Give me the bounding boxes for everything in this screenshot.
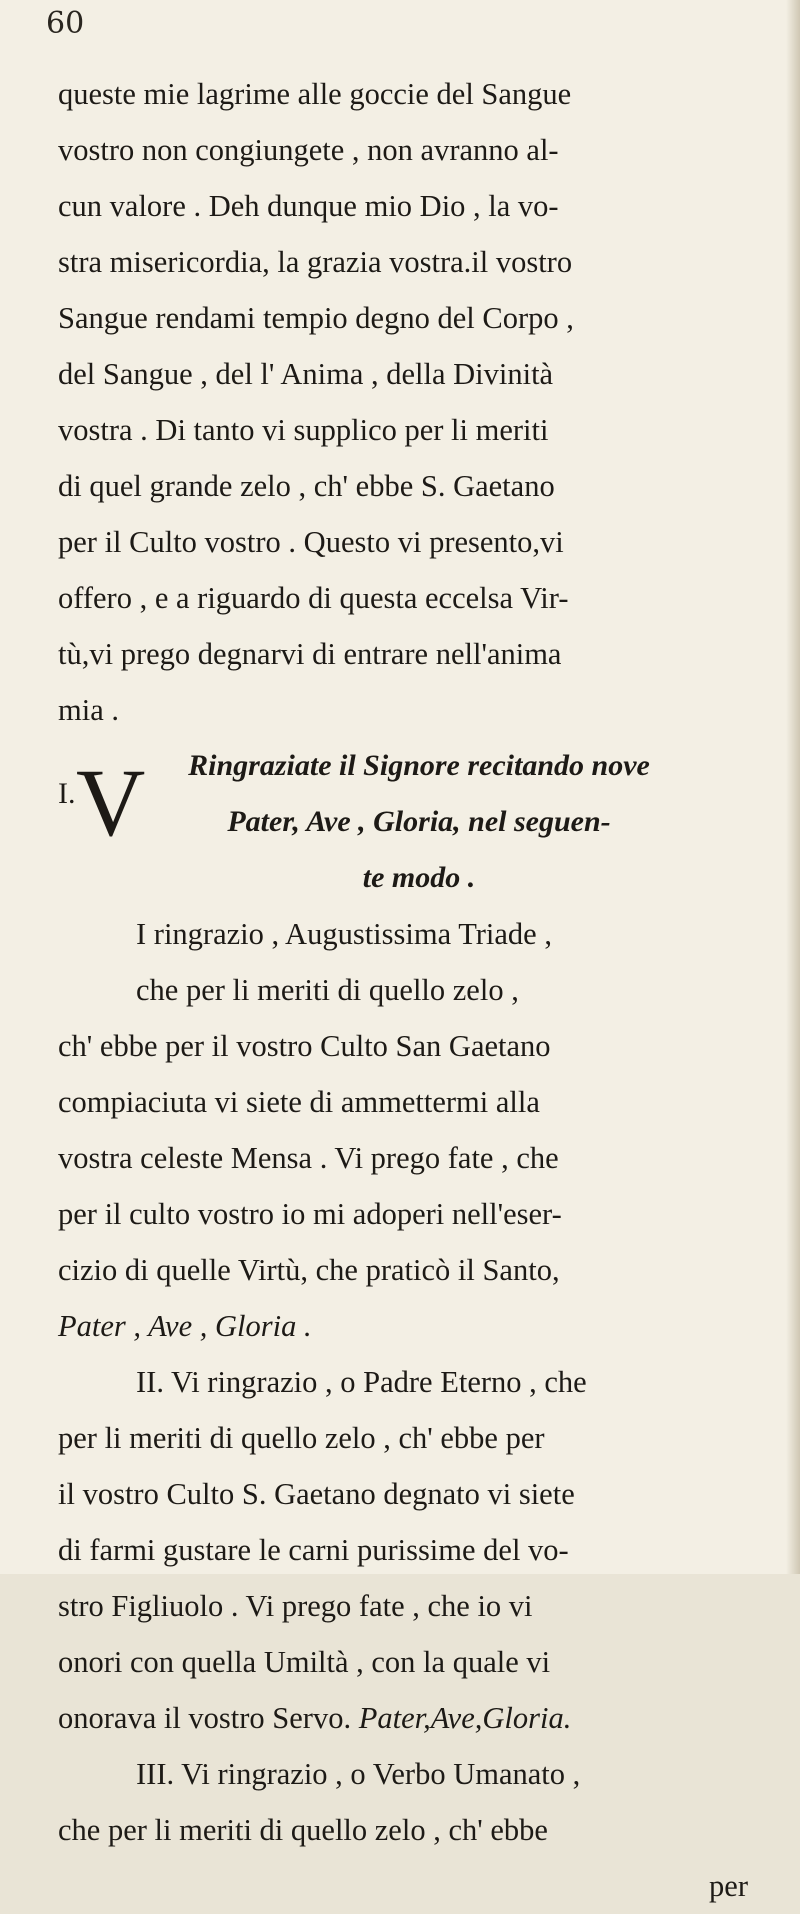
- text-line: cizio di quelle Virtù, che praticò il Santo,: [58, 1253, 560, 1287]
- prayer-line: Pater , Ave , Gloria .: [58, 1309, 312, 1343]
- text-line: stra misericordia, la grazia vostra.il vostro: [58, 245, 573, 279]
- text-line: vostro non congiungete , non avranno al-: [58, 133, 559, 167]
- text-line: che per li meriti di quello zelo ,: [136, 973, 519, 1007]
- text-line: I ringrazio , Augustissima Triade ,: [136, 917, 552, 951]
- prayer-inline: Pater,Ave,Gloria.: [358, 1701, 572, 1735]
- text-line: di farmi gustare le carni purissime del vo-: [58, 1533, 569, 1567]
- section-heading-line: Ringraziate il Signore recitando nove: [188, 749, 650, 782]
- text-line: stro Figliuolo . Vi prego fate , che io vi: [58, 1589, 533, 1623]
- text-line: offero , e a riguardo di questa eccelsa Vir-: [58, 581, 569, 615]
- page-number: 60: [46, 6, 85, 41]
- text-line: per il culto vostro io mi adoperi nell'eser-: [58, 1197, 562, 1231]
- body-text: [58, 66, 780, 1914]
- text-line: queste mie lagrime alle goccie del Sangue: [58, 77, 572, 111]
- text-line: ch' ebbe per il vostro Culto San Gaetano: [58, 1029, 551, 1063]
- text-line: che per li meriti di quello zelo , ch' ebbe: [58, 1813, 548, 1847]
- text-line: il vostro Culto S. Gaetano degnato vi siete: [58, 1477, 575, 1511]
- text-line: [58, 1690, 780, 1746]
- text-line: Sangue rendami tempio degno del Corpo ,: [58, 301, 574, 335]
- text-line: mia .: [58, 693, 119, 727]
- text-line: II. Vi ringrazio , o Padre Eterno , che: [136, 1365, 587, 1399]
- section-heading-line: Pater, Ave , Gloria, nel seguen-: [227, 805, 611, 838]
- text-line: di quel grande zelo , ch' ebbe S. Gaetano: [58, 469, 555, 503]
- page-edge-shadow: [786, 0, 800, 1574]
- text-line: onori con quella Umiltà , con la quale vi: [58, 1645, 551, 1679]
- text-line: III. Vi ringrazio , o Verbo Umanato ,: [136, 1757, 581, 1791]
- section-1-numeral: I.: [58, 777, 76, 810]
- text-line: per li meriti di quello zelo , ch' ebbe per: [58, 1421, 545, 1455]
- drop-cap-letter: V: [76, 749, 146, 856]
- text-line: compiaciuta vi siete di ammettermi alla: [58, 1085, 540, 1119]
- text-line: vostra celeste Mensa . Vi prego fate , che: [58, 1141, 559, 1175]
- catchword: per: [709, 1869, 748, 1903]
- text-segment: onorava il vostro Servo.: [58, 1701, 352, 1735]
- text-line: tù,vi prego degnarvi di entrare nell'anima: [58, 637, 562, 671]
- text-line: cun valore . Deh dunque mio Dio , la vo-: [58, 189, 559, 223]
- text-line: per il Culto vostro . Questo vi presento,vi: [58, 525, 564, 559]
- text-line: vostra . Di tanto vi supplico per li meriti: [58, 413, 549, 447]
- section-heading-line: te modo .: [362, 861, 476, 894]
- text-line: del Sangue , del l' Anima , della Divinità: [58, 357, 554, 391]
